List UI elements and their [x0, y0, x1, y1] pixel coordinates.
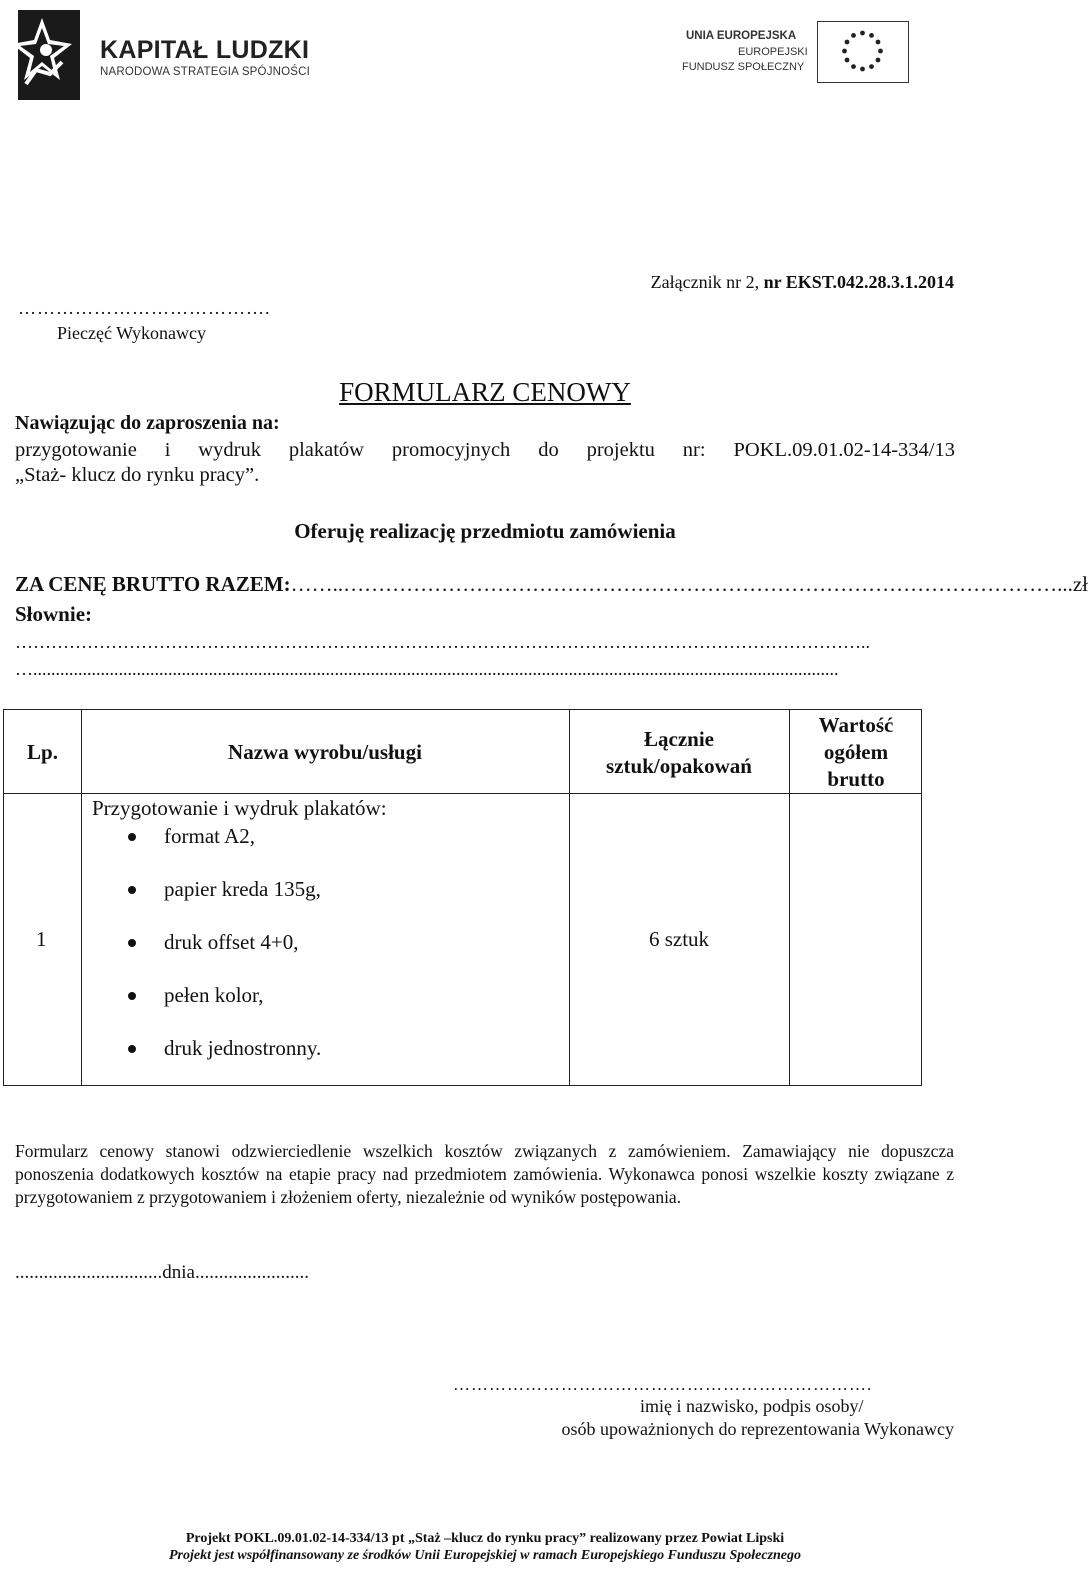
eu-logo-line2: EUROPEJSKI — [738, 46, 808, 58]
footer-project: Projekt POKL.09.01.02-14-334/13 pt „Staż –klucz do rynku pracy” realizowany przez Powiat Lipski — [185, 1531, 785, 1546]
words-blank-1[interactable]: …………………………………………………………………………………………………………………………….. — [15, 632, 870, 652]
reference-heading: Nawiązując do zaproszenia na: — [15, 412, 280, 434]
price-field — [15, 572, 1088, 597]
eu-flag-icon — [817, 21, 909, 83]
words-blank-2[interactable]: …................................................................................................................................................................................... — [15, 659, 839, 679]
price-blank[interactable]: ……..………………………………………………………………………………………… — [290, 572, 1058, 596]
footer-funding: Projekt jest współfinansowany ze środków Unii Europejskiej w ramach Europejskiego Funduszu Społecznego — [168, 1548, 802, 1563]
attachment-number: Załącznik nr 2, nr EKST.042.28.3.1.2014 — [650, 272, 954, 292]
reference-body: przygotowanie i wydruk plakatów promocyjnych do projektu nr: POKL.09.01.02-14-334/13 — [15, 439, 955, 461]
row-quantity: 6 sztuk — [648, 927, 710, 951]
stamp-placeholder: …………………………………. — [18, 298, 271, 318]
bullet-icon — [128, 939, 136, 947]
table-divider — [4, 793, 921, 794]
header-value: Wartość ogółem brutto — [818, 713, 894, 791]
words-label: Słownie: — [15, 602, 93, 626]
logo-title: KAPITAŁ LUDZKI — [100, 36, 310, 64]
kapital-ludzki-star-logo-icon — [6, 4, 86, 104]
header-quantity: Łącznie sztuk/opakowań — [606, 727, 752, 778]
row-description-intro: Przygotowanie i wydruk plakatów: — [92, 796, 387, 820]
page-title: FORMULARZ CENOWY — [339, 377, 631, 407]
offer-heading: Oferuję realizację przedmiotu zamówienia — [294, 519, 676, 543]
reference-body-line2: „Staż- klucz do rynku pracy”. — [15, 464, 260, 486]
price-label: ZA CENĘ BRUTTO RAZEM: — [15, 572, 291, 596]
row-lp: 1 — [36, 927, 47, 951]
table-divider — [81, 710, 82, 1085]
stamp-label: Pieczęć Wykonawcy — [57, 323, 207, 343]
signature-field[interactable]: ……………………………………………………………. — [453, 1375, 873, 1394]
note-paragraph: Formularz cenowy stanowi odzwierciedlenie wszelkich kosztów związanych z zamówieniem. Zamawiający nie dopuszcza ponoszenia dodatkowych kosztów na etapie pracy nad przedmiotem zamówienia. Wykonawca ponosi wszelkie koszty związane z przygotowaniem z przygotowaniem i złożeniem oferty, niezależnie od wyników postępowania. — [15, 1141, 954, 1207]
logo-subtitle: NARODOWA STRATEGIA SPÓJNOŚCI — [100, 66, 311, 78]
bullet-icon — [128, 886, 136, 894]
bullet-icon — [128, 992, 136, 1000]
header-lp: Lp. — [27, 740, 58, 764]
eu-logo-line1: UNIA EUROPEJSKA — [686, 30, 797, 42]
bullet-icon — [128, 1045, 136, 1053]
attachment-ref: nr EKST.042.28.3.1.2014 — [763, 272, 954, 292]
date-field[interactable]: ...............................dnia........................ — [15, 1262, 309, 1283]
bullet-icon — [128, 833, 136, 841]
header-name: Nazwa wyrobu/usługi — [228, 740, 422, 764]
price-table: Lp. Nazwa wyrobu/usługi Łącznie sztuk/opakowań Wartość ogółem brutto 1 Przygotowanie i wydruk plakatów: format A2, papier kreda 135g, druk offset 4+0, pełen kolor, druk jednostronny. 6 sztuk — [3, 709, 922, 1086]
signature-label-1: imię i nazwisko, podpis osoby/ — [640, 1396, 864, 1416]
eu-logo-line3: FUNDUSZ SPOŁECZNY — [682, 61, 805, 73]
price-unit: ...zł — [1057, 572, 1088, 596]
signature-label-2: osób upoważnionych do reprezentowania Wykonawcy — [561, 1419, 954, 1439]
